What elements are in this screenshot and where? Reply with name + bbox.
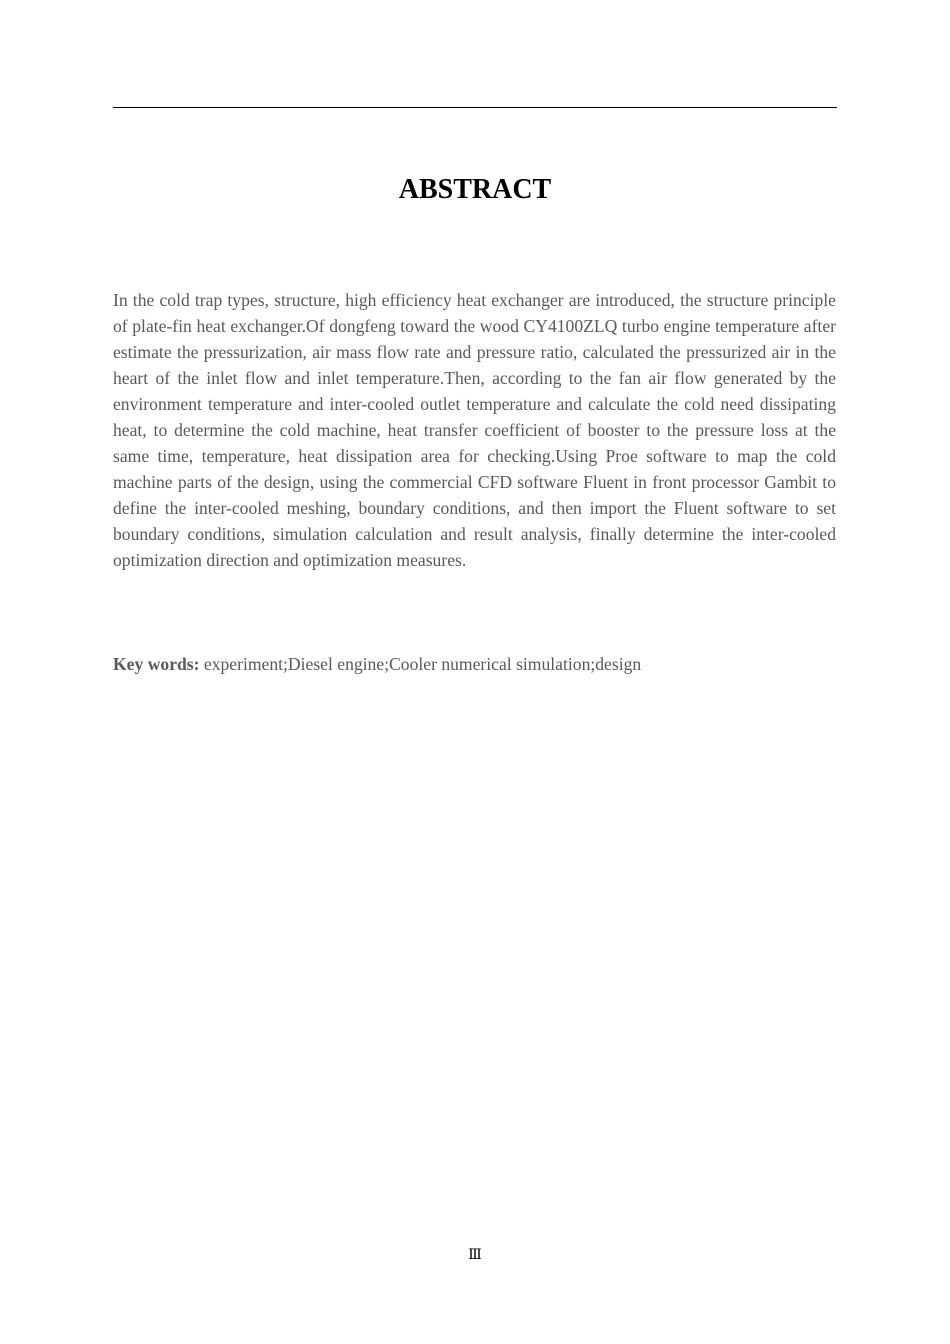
keywords-label: Key words: xyxy=(113,654,200,674)
page-number: Ⅲ xyxy=(468,1248,482,1263)
page-title: ABSTRACT xyxy=(398,174,552,205)
header-rule xyxy=(113,107,837,108)
abstract-body: In the cold trap types, structure, high efficiency heat exchanger are introduced, the structure principle of plate-fin heat exchanger.Of dongfeng toward the wood CY4100ZLQ turbo engine temperature after estimate the pressurization, air mass flow rate and pressure ratio, calculated the pressurized air in the heart of the inlet flow and inlet temperature.Then, according to the fan air flow generated by the environment temperature and inter-cooled outlet temperature and calculate the cold need dissipating heat, to determine the cold machine, heat transfer coefficient of booster to the pressure loss at the same time, temperature, heat dissipation area for checking.Using Proe software to map the cold machine parts of the design, using the commercial CFD software Fluent in front processor Gambit to define the inter-cooled meshing, boundary conditions, and then import the Fluent software to set boundary conditions, simulation calculation and result analysis, finally determine the inter-cooled optimization direction and optimization measures. xyxy=(113,290,836,570)
keywords-line xyxy=(113,651,836,677)
keywords-value: experiment;Diesel engine;Cooler numerical simulation;design xyxy=(199,654,642,674)
